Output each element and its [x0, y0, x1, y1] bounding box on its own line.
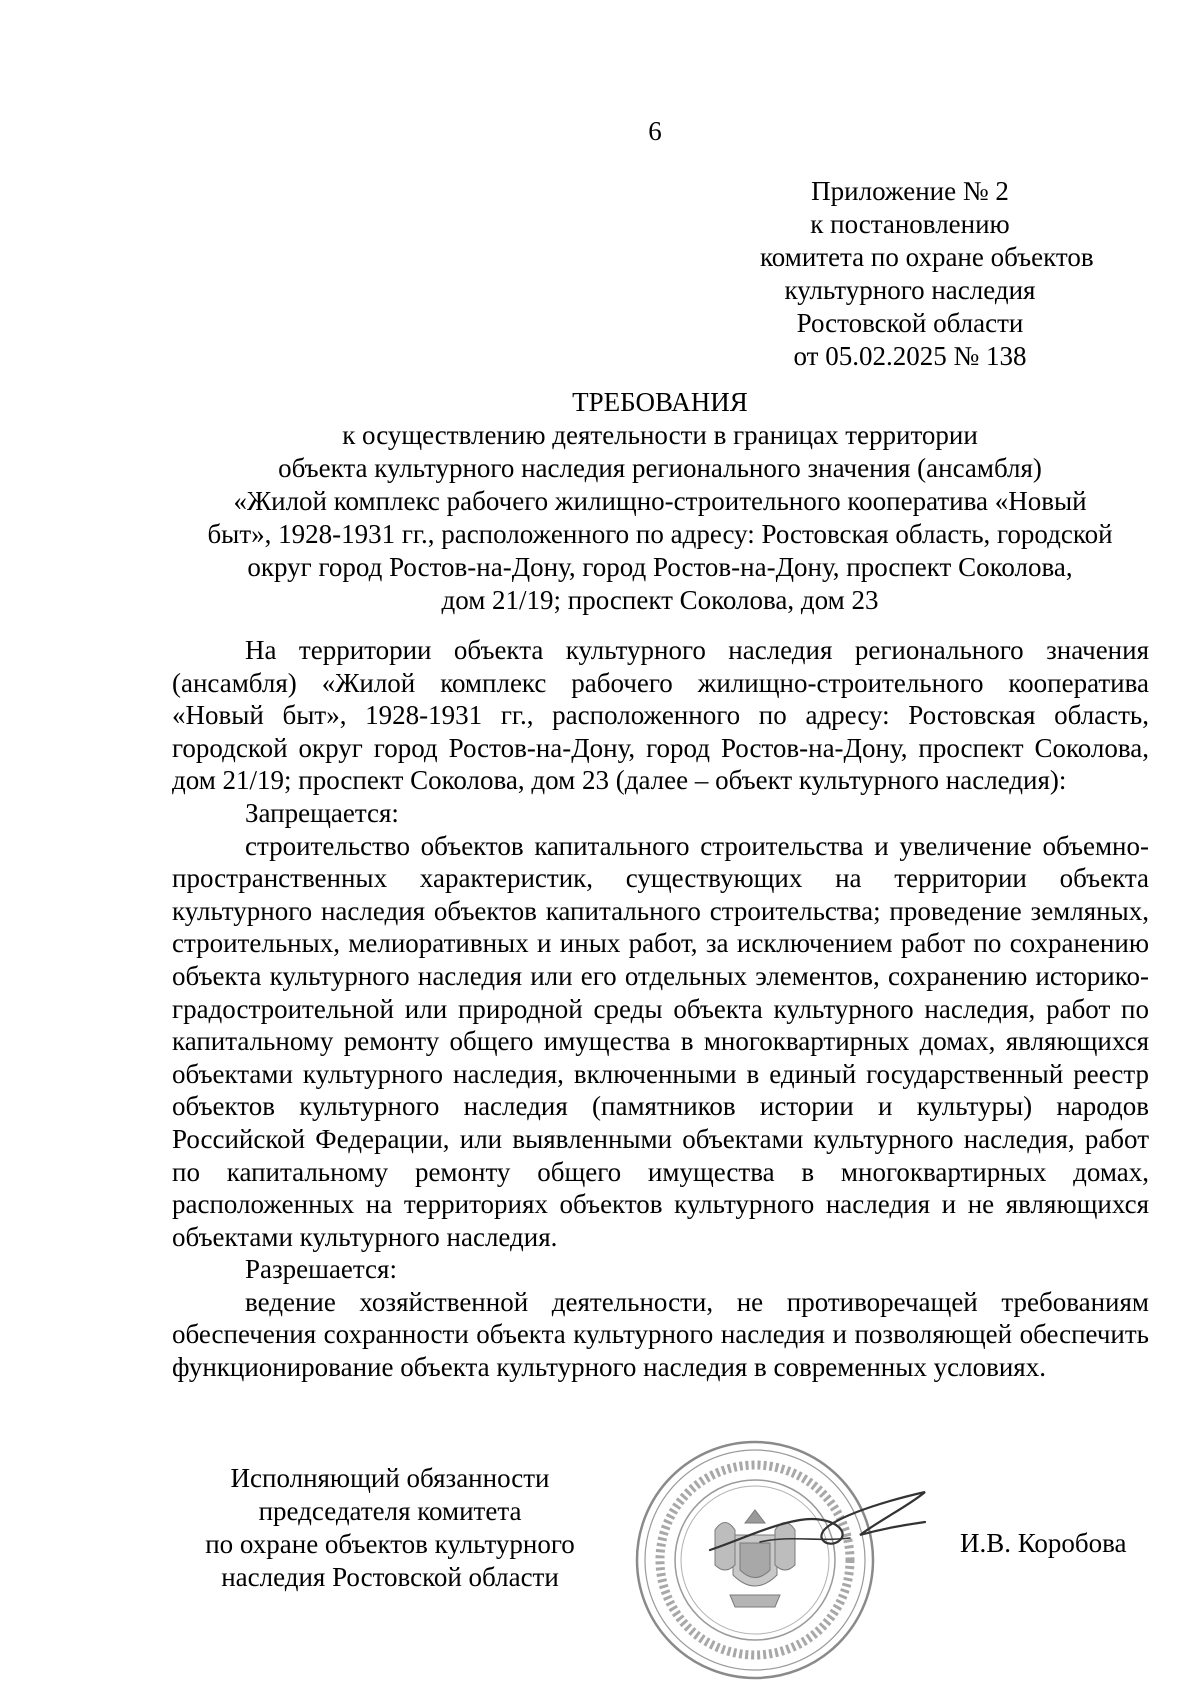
prohibited-paragraph: строительство объектов капитального строительства и увеличение объемно-пространственных характеристик, существующих на территории объекта культурного наследия объектов капитального строительства; проведение земляных, строительных, мелиоративных и иных работ, за исключением работ по сохранению объекта культурного наследия или его отдельных элементов, сохранению историко-градостроительной или природной среды объекта культурного наследия, работ по капитальному ремонту общего имущества в многоквартирных домах, являющихся объектами культурного наследия, включенными в единый государственный реестр объектов культурного наследия (памятников истории и культуры) народов Российской Федерации, или выявленными объектами культурного наследия, работ по капитальному ремонту общего имущества в многоквартирных домах, расположенных на территориях объектов культурного наследия и не являющихся объектами культурного наследия.	[172, 830, 1149, 1252]
page-number: 6	[648, 116, 662, 146]
prohibited-label: Запрещается:	[245, 797, 399, 828]
intro-paragraph: На территории объекта культурного наследия регионального значения (ансамбля) «Жилой комплекс рабочего жилищно-строительного кооператива «Новый быт», 1928-1931 гг., расположенного по адресу: Ростовская область, городской округ город Ростов-на-Дону, город Ростов-на-Дону, проспект Соколова, дом 21/19; проспект Соколова, дом 23 (далее – объект культурного наследия):	[172, 635, 1149, 796]
appendix-line: культурного наследия	[784, 275, 1036, 305]
document-body	[172, 634, 1149, 1384]
signatory-name: И.В. Коробова	[960, 1528, 1127, 1558]
position-line: наследия Ростовской области	[221, 1562, 559, 1592]
title-line: округ город Ростов-на-Дону, город Ростов-на-Дону, проспект Соколова,	[247, 552, 1073, 582]
allowed-label: Разрешается:	[245, 1254, 397, 1285]
title-line: дом 21/19; проспект Соколова, дом 23	[441, 585, 879, 615]
position-line: Исполняющий обязанности	[230, 1463, 550, 1493]
title-line: быт», 1928-1931 гг., расположенного по адресу: Ростовская область, городской	[207, 519, 1113, 549]
handwritten-signature-icon	[700, 1480, 940, 1570]
title-heading: ТРЕБОВАНИЯ	[572, 387, 748, 417]
title-line: «Жилой комплекс рабочего жилищно-строительного кооператива «Новый	[233, 486, 1087, 516]
position-line: председателя комитета	[258, 1496, 522, 1526]
appendix-line: комитета по охране объектов	[760, 242, 1094, 272]
signatory-position	[200, 1462, 580, 1594]
document-title	[160, 386, 1160, 617]
appendix-header	[760, 175, 1094, 373]
allowed-paragraph: ведение хозяйственной деятельности, не противоречащей требованиям обеспечения сохранности объекта культурного наследия и позволяющей обеспечить функционирование объекта культурного наследия в современных условиях.	[172, 1286, 1149, 1383]
appendix-line: Приложение № 2	[811, 176, 1009, 206]
appendix-line: Ростовской области	[796, 308, 1024, 338]
title-line: к осуществлению деятельности в границах территории	[342, 420, 978, 450]
appendix-line: от 05.02.2025 № 138	[793, 341, 1027, 371]
position-line: по охране объектов культурного	[205, 1529, 575, 1559]
appendix-line: к постановлению	[810, 209, 1010, 239]
title-line: объекта культурного наследия регионального значения (ансамбля)	[278, 453, 1042, 483]
